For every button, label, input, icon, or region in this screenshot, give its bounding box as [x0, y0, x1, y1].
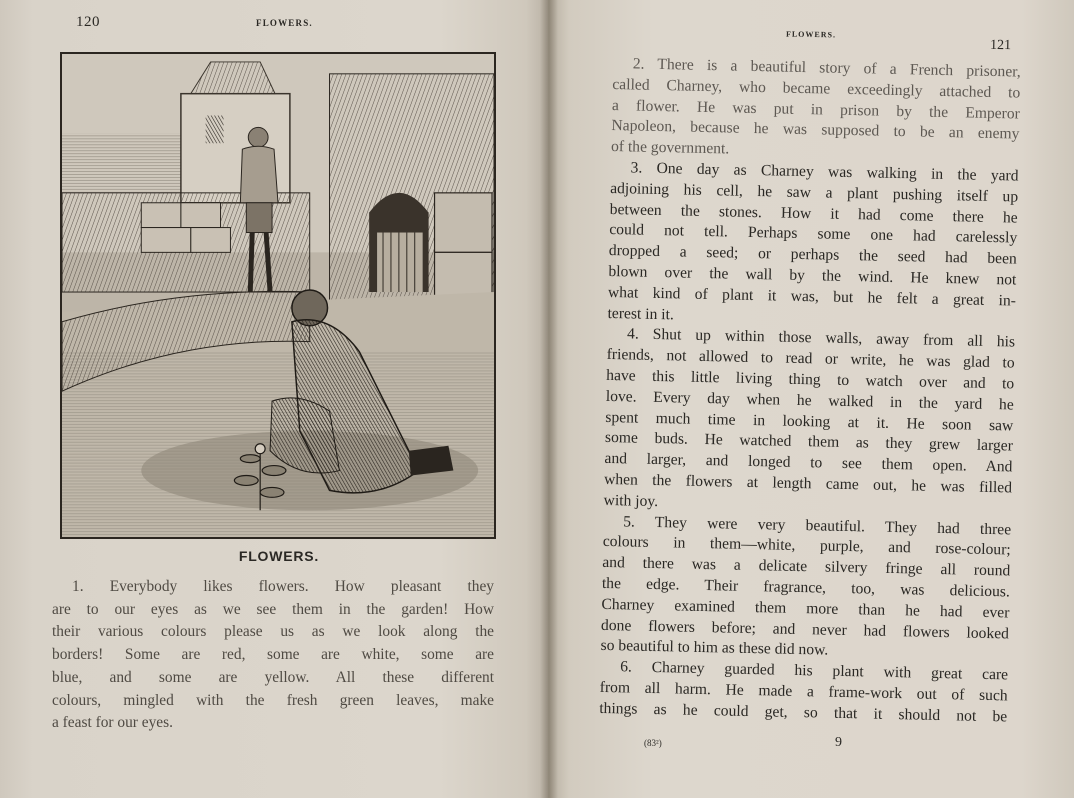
text-line: what kind of plant it was, but he felt a great in-	[607, 283, 1017, 310]
text-line: their various colours please us as we look along the	[52, 623, 494, 641]
text-line: Charney examined them more than he had ever	[601, 595, 1010, 622]
paragraph-5	[600, 511, 1011, 665]
text-line: the edge. Their fragrance, too, was delicious.	[601, 574, 1011, 601]
text-line: 2. There is a beautiful story of a French prisoner,	[632, 55, 1021, 81]
text-line: with joy.	[603, 491, 659, 510]
text-line: 4. Shut up within those walls, away from all his	[626, 325, 1016, 351]
text-line: dropped a seed; or perhaps the seed had been	[608, 242, 1017, 268]
text-line: done flowers before; and never had flowers looked	[600, 616, 1010, 642]
text-line: 5. They were very beautiful. They had three	[623, 512, 1012, 538]
running-head: FLOWERS.	[256, 18, 313, 28]
text-line: a flower. He was put in prison by the Emperor	[611, 96, 1021, 123]
text-line: some buds. He watched them as they grew larger	[604, 429, 1014, 455]
text-line: blue, and some are yellow. All these different	[52, 668, 494, 686]
footer-number: 9	[835, 735, 842, 750]
text-line: borders! Some are red, some are white, some are	[52, 646, 494, 664]
text-line: blown over the wall by the wind. He knew not	[608, 262, 1017, 289]
text-line: are to our eyes as we see them in the garden! How	[52, 600, 494, 618]
paragraph-1	[52, 576, 494, 735]
text-line: and there was a delicate silvery fringe all round	[602, 554, 1011, 580]
text-line: 6. Charney guarded his plant with great care	[619, 658, 1009, 684]
text-line: could not tell. Perhaps some one had carelessly	[609, 221, 1018, 247]
text-line: have this little living thing to watch over and to	[606, 366, 1015, 393]
text-line: Napoleon, because he was supposed to be an enemy	[611, 117, 1020, 143]
paragraph-2	[611, 54, 1021, 167]
text-line: terest in it.	[607, 304, 675, 323]
prisoner-kneeling-engraving	[62, 54, 494, 537]
text-line: so beautiful to him as these did now.	[600, 637, 829, 659]
text-line: 1. Everybody likes flowers. How pleasant they	[72, 578, 494, 595]
text-line: a feast for our eyes.	[52, 714, 173, 732]
text-line: of the government.	[610, 138, 730, 158]
paragraph-4	[603, 324, 1015, 520]
engraving-illustration	[60, 52, 496, 539]
running-head: FLOWERS.	[785, 29, 837, 40]
text-line: 3. One day as Charney was walking in the yard	[630, 159, 1019, 185]
page-number: 120	[76, 14, 100, 30]
text-line: colours, mingled with the fresh green leaves, make	[52, 691, 494, 709]
paragraph-3	[607, 158, 1018, 333]
section-title: FLOWERS.	[238, 548, 320, 564]
text-line: and larger, and longed to see them open. And	[604, 450, 1013, 476]
text-line: spent much time in looking at it. He soon saw	[605, 408, 1014, 435]
right-page-text	[599, 54, 1021, 728]
text-line: called Charney, who became exceedingly attached to	[612, 75, 1021, 102]
text-line: adjoining his cell, he saw a plant pushing itself up	[610, 179, 1019, 206]
text-line: friends, not allowed to read or write, he was glad to	[606, 346, 1015, 372]
text-line: when the flowers at length came out, he was filled	[603, 470, 1013, 497]
page-number: 121	[989, 37, 1012, 54]
text-line: from all harm. He made a frame-work out of such	[599, 678, 1008, 705]
text-line: between the stones. How it had come there he	[609, 200, 1018, 227]
text-line: things as he could get, so that it should not be	[599, 699, 1008, 726]
printer-signature-mark: (83²)	[644, 738, 662, 748]
paragraph-6	[599, 657, 1008, 728]
text-line: colours in them—white, purple, and rose-colour;	[602, 533, 1011, 559]
text-line: love. Every day when he walked in the yard he	[605, 387, 1014, 414]
